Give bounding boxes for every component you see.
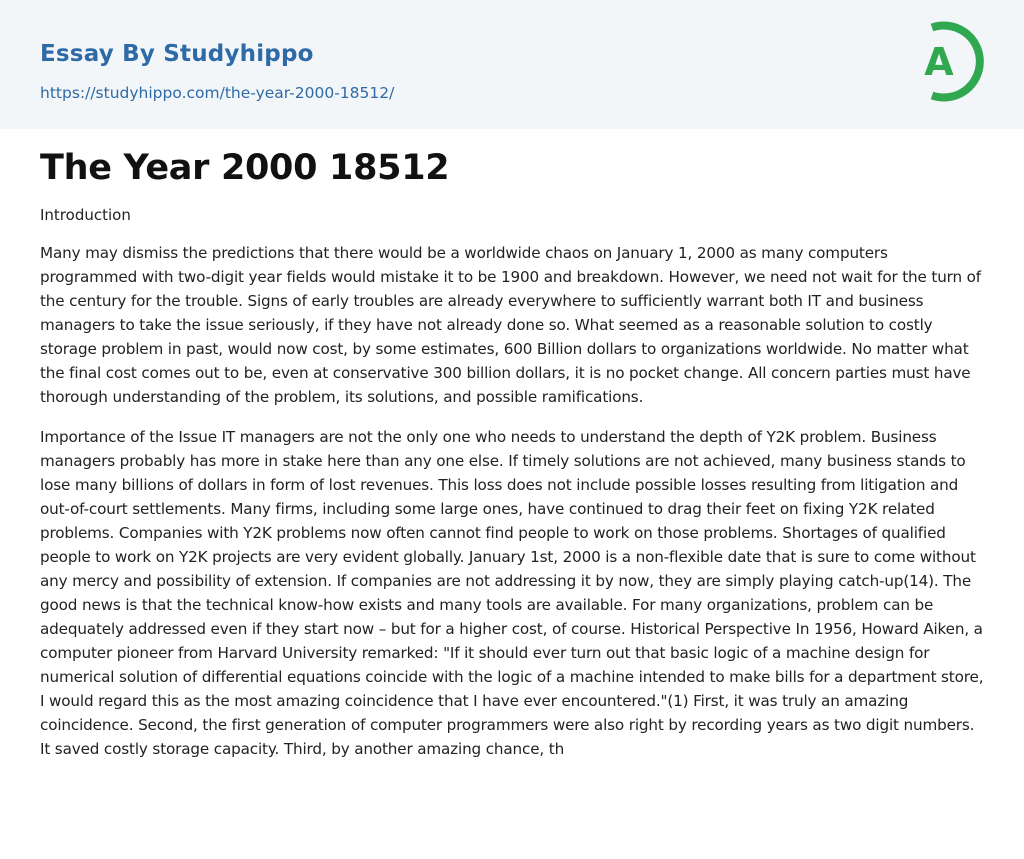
essay-paragraph-2: Importance of the Issue IT managers are not the only one who needs to understand the depth of Y2K problem. Business managers probably has more in stake here than any one else. If timely solutions are not achieved, many business stands to lose many billions of dollars in form of lost revenues. This loss does not include possible losses resulting from litigation and out-of-court settlements. Many firms, including some large ones, have continued to drag their feet on fixing Y2K related problems. Companies with Y2K problems now often cannot find people to work on those problems. Shortages of qualified people to work on Y2K projects are very evident globally. January 1st, 2000 is a non-flexible date that is sure to come without any mercy and possibility of extension. If companies are not addressing it by now, they are simply playing catch-up(14). The good news is that the technical know-how exists and many tools are available. For many organizations, problem can be adequately addressed even if they start now – but for a higher cost, of course. Historical Perspective In 1956, Howard Aiken, a computer pioneer from Harvard University remarked: "If it should ever turn out that basic logic of a machine design for numerical solution of differential equations coincide with the logic of a machine intended to make bills for a department store, I would regard this as the most amazing coincidence that I have ever encountered."(1) First, it was truly an amazing coincidence. Second, the first generation of computer programmers were also right by recording years as two digit numbers. It saved costly storage capacity. Third, by another amazing chance, th	[40, 428, 984, 758]
section-heading-introduction: Introduction	[40, 206, 131, 224]
essay-paragraph-1: Many may dismiss the predictions that there would be a worldwide chaos on January 1, 2000 as many computers programmed with two-digit year fields would mistake it to be 1900 and breakdown. However, we need not wait for the turn of the century for the trouble. Signs of early troubles are already everywhere to sufficiently warrant both IT and business managers to take the issue seriously, if they have not already done so. What seemed as a reasonable solution to costly storage problem in past, would now cost, by some estimates, 600 Billion dollars to organizations worldwide. No matter what the final cost comes out to be, even at conservative 300 billion dollars, it is no pocket change. All concern parties must have thorough understanding of the problem, its solutions, and possible ramifications.	[40, 244, 982, 406]
brand-title: Essay By Studyhippo	[40, 41, 314, 67]
logo-letter: A	[924, 40, 954, 84]
site-header	[0, 0, 1024, 129]
essay-content	[0, 129, 1024, 761]
essay-title: The Year 2000 18512	[40, 148, 450, 188]
studyhippo-logo-icon[interactable]	[909, 18, 989, 106]
essay-url-link[interactable]: https://studyhippo.com/the-year-2000-18512/	[40, 84, 395, 102]
